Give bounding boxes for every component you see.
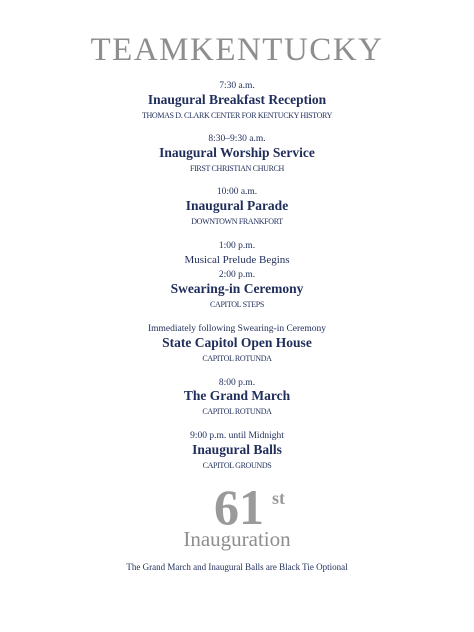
dress-code-note: The Grand March and Inaugural Balls are Black Tie Optional xyxy=(126,562,348,572)
event-time: 8:30–9:30 a.m. xyxy=(208,134,266,144)
event-title: Swearing-in Ceremony xyxy=(170,281,304,296)
event-time: Immediately following Swearing-in Ceremony xyxy=(147,324,327,334)
event-time: 7:30 a.m. xyxy=(219,81,255,91)
event-title: The Grand March xyxy=(183,388,291,403)
event-venue: FIRST CHRISTIAN CHURCH xyxy=(190,164,284,173)
event-venue: CAPITOL ROTUNDA xyxy=(202,407,272,416)
event-venue: CAPITOL ROTUNDA xyxy=(202,354,272,363)
event-venue: CAPITOL STEPS xyxy=(210,300,264,309)
inauguration-label: Inauguration xyxy=(183,527,291,551)
event-title: Inaugural Breakfast Reception xyxy=(147,92,327,107)
page-title: TEAMKENTUCKY xyxy=(90,32,384,68)
event-venue: CAPITOL GROUNDS xyxy=(202,461,272,470)
event-time: 1:00 p.m. xyxy=(218,241,256,251)
event-time: 9:00 p.m. until Midnight xyxy=(190,431,284,441)
event-title: Inaugural Balls xyxy=(192,442,282,457)
event-title: Musical Prelude Begins xyxy=(184,254,290,266)
inauguration-ordinal-suffix: st xyxy=(272,488,285,508)
event-venue: THOMAS D. CLARK CENTER FOR KENTUCKY HISTORY xyxy=(141,111,333,120)
inauguration-number: 61 xyxy=(214,479,264,535)
event-venue: DOWNTOWN FRANKFORT xyxy=(191,217,283,226)
event-time: 2:00 p.m. xyxy=(218,270,256,280)
event-time: 8:00 p.m. xyxy=(218,378,256,388)
event-title: State Capitol Open House xyxy=(162,335,312,350)
event-title: Inaugural Worship Service xyxy=(159,145,315,160)
event-time: 10:00 a.m. xyxy=(216,187,258,197)
event-title: Inaugural Parade xyxy=(185,198,289,213)
